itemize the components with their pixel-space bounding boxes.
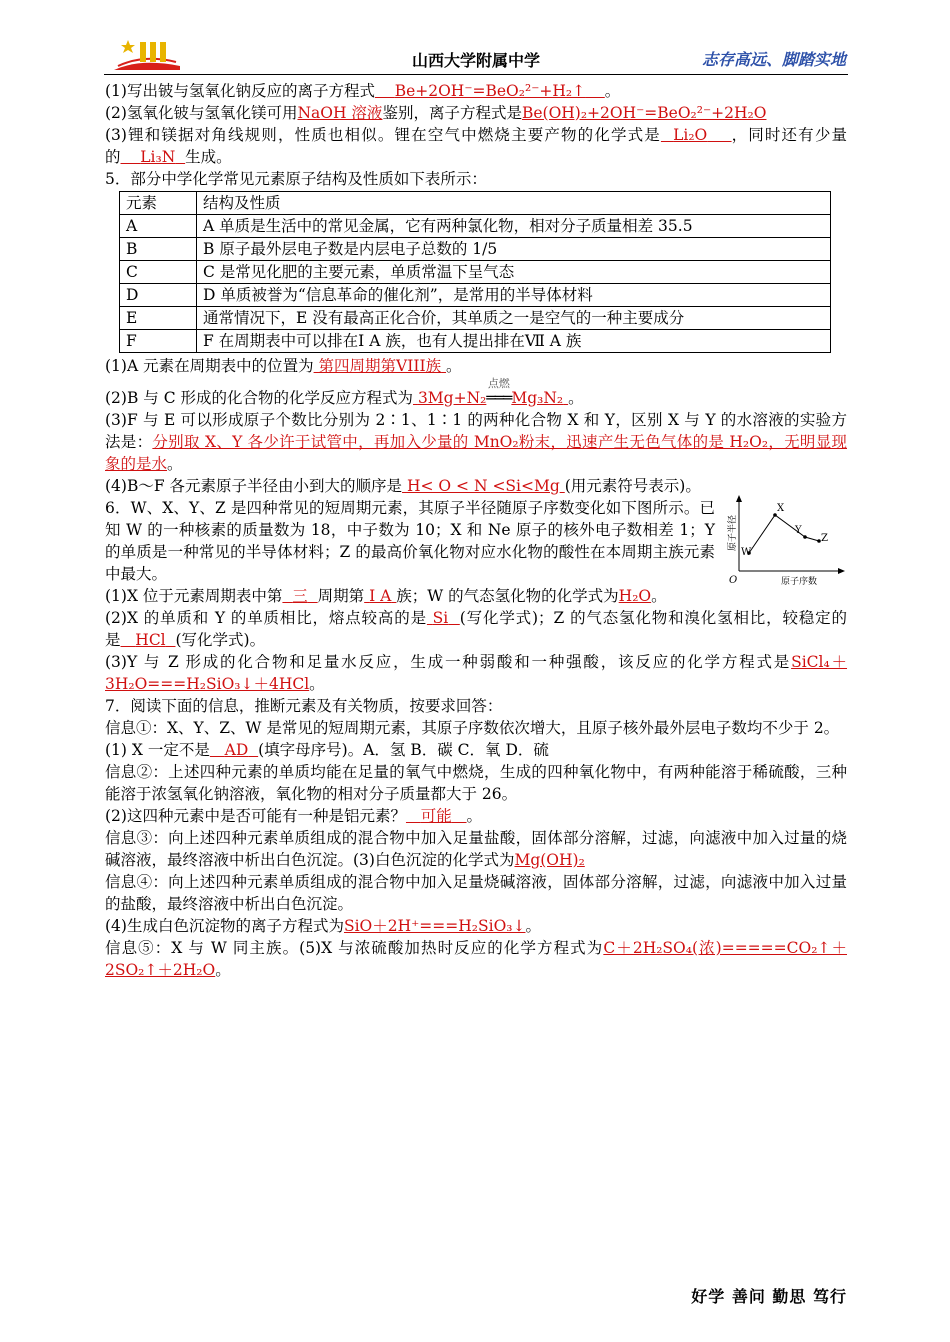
answer-blank: H₂O	[618, 587, 652, 605]
table-row: F F 在周期表中可以排在Ⅰ A 族，也有人提出排在Ⅶ A 族	[120, 330, 831, 353]
q7-info3: 信息③：向上述四种元素单质组成的混合物中加入足量盐酸，固体部分溶解，过滤，向滤液中加入过量的烧碱溶液，最终溶液中析出白色沉淀。(3)白色沉淀的化学式为Mg(OH)₂	[105, 829, 847, 869]
answer-blank: Mg₃N₂	[511, 389, 564, 407]
page-header	[104, 38, 848, 75]
school-name: 山西大学附属中学	[411, 51, 540, 70]
table-row: E 通常情况下，E 没有最高正化合价，其单质之一是空气的一种主要成分	[120, 307, 831, 330]
q7-part4: (4)生成白色沉淀物的离子方程式为SiO＋2H⁺===H₂SiO₃↓。	[105, 917, 542, 935]
answer-blank: 三	[292, 587, 308, 605]
element-table	[119, 191, 831, 353]
answer-blank: Be(OH)₂+2OH⁻=BeO₂²⁻+2H₂O	[521, 104, 767, 122]
document-body	[105, 80, 847, 981]
q7-part2: (2)这四种元素中是否可能有一种是铝元素？ 可能 。	[105, 807, 483, 825]
chart-label-w: W	[741, 547, 752, 558]
table-row: A A 单质是生活中的常见金属，它有两种氯化物，相对分子质量相差 35.5	[120, 215, 831, 238]
table-row: D D 单质被誉为“信息革命的催化剂”，是常用的半导体材料	[120, 284, 831, 307]
page-footer: 好学 善问 勤思 笃行	[691, 1287, 847, 1306]
table-row: B B 原子最外层电子数是内层电子总数的 1/5	[120, 238, 831, 261]
answer-blank: HCl	[135, 631, 166, 649]
q7-info2: 信息②：上述四种元素的单质均能在足量的氧气中燃烧，生成的四种氧化物中，有两种能溶于稀硫酸，三种能溶于浓氢氧化钠溶液，氧化物的相对分子质量都大于 26。	[105, 763, 847, 803]
table-header: 结构及性质	[197, 192, 831, 215]
radius-chart	[727, 493, 847, 585]
answer-blank: Be+2OH⁻=BeO₂²⁻+H₂↑	[394, 82, 586, 100]
chart-origin: O	[729, 575, 738, 585]
q5-part3: (3)F 与 E 可以形成原子个数比分别为 2∶1、1∶1 的两种化合物 X 和 Y，区别 X 与 Y 的水溶液的实验方法是：分别取 X、Y 各少许于试管中，再加入少量的 MnO₂粉末，迅速产生无色气体的是 H₂O₂，无明显现象的是水。	[105, 411, 847, 473]
answer-blank: 分别取 X、Y 各少许于试管中，再加入少量的 MnO₂粉末，迅速产生无色气体的是 H₂O₂，无明显现象的是水	[105, 433, 847, 473]
answer-blank: Li₃N	[140, 148, 176, 166]
table-header-row	[120, 192, 831, 215]
q7-info5: 信息⑤：X 与 W 同主族。(5)X 与浓硫酸加热时反应的化学方程式为C＋2H₂SO₄(浓)=====CO₂↑＋2SO₂↑＋2H₂O。	[105, 939, 847, 979]
answer-blank: Ⅰ A	[369, 587, 392, 605]
q4-part2: (2)氢氧化铍与氢氧化镁可用NaOH 溶液鉴别，离子方程式是Be(OH)₂+2OH⁻=BeO₂²⁻+2H₂O	[105, 104, 767, 122]
reaction-arrow: 点燃 ═══	[486, 377, 512, 407]
q5-title: 5．部分中学化学常见元素原子结构及性质如下表所示：	[105, 170, 487, 188]
q5-part4: (4)B～F 各元素原子半径由小到大的顺序是 H< O < N <Si<Mg (用元素符号表示)。	[105, 477, 701, 495]
q5-part1: (1)A 元素在周期表中的位置为 第四周期第VIII族 。	[105, 357, 462, 375]
q6-part3: (3)Y 与 Z 形成的化合物和足量水反应，生成一种弱酸和一种强酸，该反应的化学方程式是SiCl₄＋3H₂O===H₂SiO₃↓＋4HCl。	[105, 653, 848, 693]
answer-blank: 3Mg+N₂	[417, 389, 487, 407]
chart-label-z: Z	[821, 533, 828, 544]
school-motto: 志存高远、脚踏实地	[701, 50, 846, 69]
q5-part2: (2)B 与 C 形成的化合物的化学反应方程式为 3Mg+N₂ 点燃 ═══Mg₃N₂ 。	[105, 377, 584, 407]
q4-part3: (3)锂和镁据对角线规则，性质也相似。锂在空气中燃烧主要产物的化学式是 Li₂O ，同时还有少量的 Li₃N 生成。	[105, 126, 847, 166]
chart-label-x: X	[777, 503, 785, 514]
q7-info1: 信息①：X、Y、Z、W 是常见的短周期元素，其原子序数依次增大，且原子核外最外层电子数均不少于 2。	[105, 719, 840, 737]
answer-blank: SiCl₄＋3H₂O===H₂SiO₃↓＋4HCl	[105, 653, 848, 693]
chart-ylabel: 原子半径	[728, 514, 738, 552]
q7-part1: (1) X 一定不是 AD (填字母序号)。A．氢 B．碳 C．氧 D．硫	[105, 741, 549, 759]
answer-blank: NaOH 溶液	[297, 104, 383, 122]
q7-title: 7．阅读下面的信息，推断元素及有关物质，按要求回答：	[105, 697, 503, 715]
answer-blank: C＋2H₂SO₄(浓)=====CO₂↑＋2SO₂↑＋2H₂O	[105, 939, 847, 979]
answer-blank: 第四周期第VIII族	[318, 357, 442, 375]
chart-label-y: Y	[795, 525, 802, 536]
answer-blank: SiO＋2H⁺===H₂SiO₃↓	[343, 917, 526, 935]
answer-blank: Mg(OH)₂	[514, 851, 585, 869]
table-header: 元素	[120, 192, 197, 215]
table-row: C C 是常见化肥的主要元素，单质常温下呈气态	[120, 261, 831, 284]
q6-block	[105, 497, 847, 607]
q6-part1: (1)X 位于元素周期表中第 三 周期第 Ⅰ A 族；W 的气态氢化物的化学式为H₂O。	[105, 587, 667, 605]
q7-info4: 信息④：向上述四种元素单质组成的混合物中加入足量烧碱溶液，固体部分溶解，过滤，向滤液中加入过量的盐酸，最终溶液中析出白色沉淀。	[105, 873, 847, 913]
q6-intro: 6．W、X、Y、Z 是四种常见的短周期元素，其原子半径随原子序数变化如下图所示。已知 W 的一种核素的质量数为 18，中子数为 10；X 和 Ne 原子的核外电子数相差 1；Y 的单质是一种常见的半导体材料；Z 的最高价氧化物对应水化物的酸性在本周期主族元素中最大。	[105, 499, 715, 583]
chart-xlabel: 原子序数	[781, 577, 818, 585]
q4-part1: (1)写出铍与氢氧化钠反应的离子方程式 Be+2OH⁻=BeO₂²⁻+H₂↑ 。	[105, 82, 621, 100]
q6-part2: (2)X 的单质和 Y 的单质相比，熔点较高的是 Si (写化学式)；Z 的气态氢化物和溴化氢相比，较稳定的是 HCl (写化学式)。	[105, 609, 847, 649]
answer-blank: 可能	[420, 807, 452, 825]
answer-blank: Li₂O	[673, 126, 708, 144]
answer-blank: Si	[432, 609, 449, 627]
answer-blank: H< O < N <Si<Mg	[406, 477, 560, 495]
answer-blank: AD	[224, 741, 249, 759]
